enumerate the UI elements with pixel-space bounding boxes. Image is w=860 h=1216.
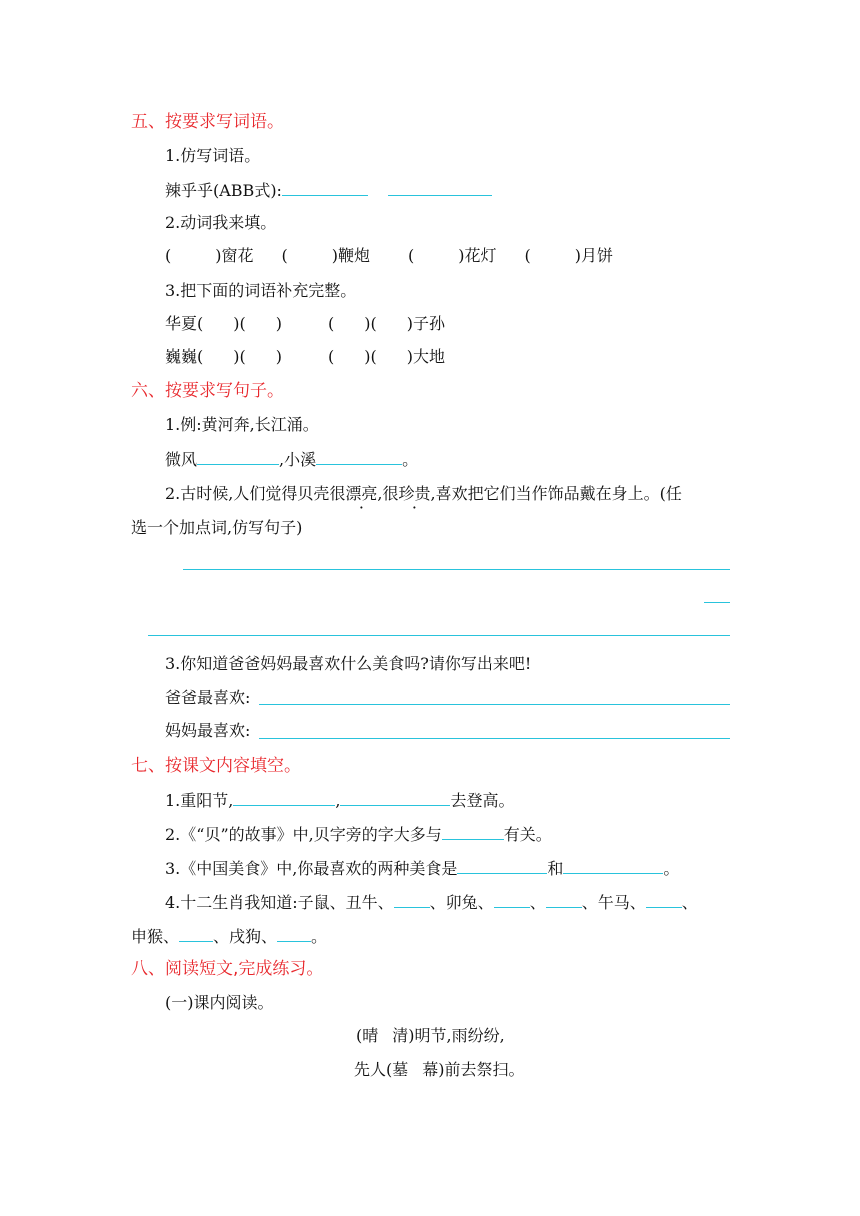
writing-line[interactable] [704, 602, 730, 603]
answer-blank[interactable] [442, 823, 504, 840]
answer-blank[interactable] [394, 891, 430, 908]
dotted-word: 珍贵 [398, 484, 431, 503]
s7-q4-f: 申猴、 [131, 927, 180, 946]
s6-q1-b: ,小溪 [279, 450, 317, 469]
answer-blank[interactable] [197, 448, 279, 465]
writing-line[interactable] [148, 635, 730, 636]
answer-blank[interactable] [340, 789, 450, 806]
s7-q2 [165, 823, 552, 846]
dotted-word: 漂亮 [345, 484, 378, 503]
s7-q2-a: 2.《“贝”的故事》中,贝字旁的字大多与 [165, 825, 442, 844]
answer-blank[interactable] [316, 448, 402, 465]
s7-q4-b: 、卯兔、 [429, 893, 494, 912]
s5-q2-item: 鞭炮 [338, 246, 371, 265]
s6-q3: 3.你知道爸爸妈妈最喜欢什么美食吗?请你写出来吧! [165, 654, 532, 673]
s7-q4-a: 4.十二生肖我知道:子鼠、丑牛、 [165, 893, 394, 912]
s7-q3-c: 。 [663, 859, 680, 878]
writing-line[interactable] [183, 569, 730, 570]
section-6-title: 六、按要求写句子。 [131, 381, 284, 401]
answer-blank[interactable] [282, 179, 368, 196]
poem1-alt: 清) [392, 1026, 415, 1045]
s6-q2-p2: ,很 [377, 484, 399, 503]
s6-q1: 1.例:黄河奔,长江涌。 [165, 415, 319, 434]
s5-q3-b-end: 大地 [412, 347, 445, 366]
s6-q2-line2: 选一个加点词,仿写句子) [131, 518, 303, 537]
s7-q3 [165, 857, 679, 880]
section-7-title: 七、按课文内容填空。 [131, 756, 301, 776]
s5-q2-item: 窗花 [221, 246, 254, 265]
s5-q2: 2.动词我来填。 [165, 213, 277, 232]
answer-blank[interactable] [457, 857, 547, 874]
s5-q2-item: 月饼 [581, 246, 614, 265]
s5-q3-b-start: 巍巍 [165, 347, 198, 366]
s6-q2-p1: 2.古时候,人们觉得贝壳很 [165, 484, 346, 503]
s7-q1 [165, 789, 514, 812]
s5-q2-line: ( )窗花 ( )鞭炮 ( )花灯 ( )月饼 [165, 246, 614, 265]
poem-line-2 [354, 1059, 525, 1081]
s7-q4-line1 [165, 891, 698, 914]
s7-q4-h: 。 [311, 927, 328, 946]
section-5-title: 五、按要求写词语。 [131, 112, 284, 132]
answer-blank[interactable] [179, 925, 213, 942]
s7-q1-b: , [335, 791, 341, 810]
s5-q3-line-b: 巍巍( )( ) ( )( )大地 [165, 347, 445, 366]
s8-sub: (一)课内阅读。 [165, 993, 274, 1012]
s6-q2-p3: ,喜欢把它们当作饰品戴在身上。(任 [430, 484, 682, 503]
s7-q4-e: 、 [681, 893, 698, 912]
answer-blank[interactable] [546, 891, 582, 908]
poem2-pre: 先人(墓 [354, 1060, 409, 1079]
answer-blank[interactable] [233, 789, 335, 806]
s5-q1-prefix: 辣乎乎(ABB式): [165, 181, 282, 200]
poem1-post: 明节,雨纷纷, [414, 1026, 505, 1045]
s7-q4-line2 [131, 925, 327, 948]
s7-q1-a: 1.重阳节, [165, 791, 234, 810]
poem2-alt: 幕) [422, 1060, 445, 1079]
s7-q3-a: 3.《中国美食》中,你最喜欢的两种美食是 [165, 859, 458, 878]
poem-line-1 [356, 1025, 505, 1047]
s5-q1: 1.仿写词语。 [165, 146, 261, 165]
writing-line[interactable] [259, 738, 730, 739]
s5-q1-line [165, 179, 492, 202]
s7-q4-d: 、午马、 [581, 893, 646, 912]
poem1-pre: (晴 [356, 1026, 379, 1045]
s6-q3-mom-label: 妈妈最喜欢: [165, 721, 251, 740]
poem2-post: 前去祭扫。 [444, 1060, 525, 1079]
section-8-title: 八、阅读短文,完成练习。 [131, 959, 324, 979]
s7-q4-g: 、戌狗、 [213, 927, 278, 946]
s5-q2-item: 花灯 [464, 246, 497, 265]
s6-q3-dad-label: 爸爸最喜欢: [165, 688, 251, 707]
s6-q1-line [165, 448, 418, 471]
s6-q2-line1 [165, 483, 682, 505]
s7-q4-c: 、 [529, 893, 546, 912]
s7-q1-c: 去登高。 [450, 791, 515, 810]
answer-blank[interactable] [646, 891, 682, 908]
answer-blank[interactable] [494, 891, 530, 908]
s5-q3-line-a: 华夏( )( ) ( )( )子孙 [165, 314, 445, 333]
s5-q3: 3.把下面的词语补充完整。 [165, 281, 357, 300]
answer-blank[interactable] [388, 179, 492, 196]
writing-line[interactable] [259, 704, 730, 705]
s6-q1-end: 。 [402, 450, 419, 469]
s5-q3-a-end: 子孙 [412, 314, 445, 333]
answer-blank[interactable] [563, 857, 663, 874]
s7-q3-b: 和 [547, 859, 564, 878]
s7-q2-b: 有关。 [503, 825, 552, 844]
s6-q1-a: 微风 [165, 450, 198, 469]
s5-q3-a-start: 华夏 [165, 314, 198, 333]
answer-blank[interactable] [277, 925, 311, 942]
